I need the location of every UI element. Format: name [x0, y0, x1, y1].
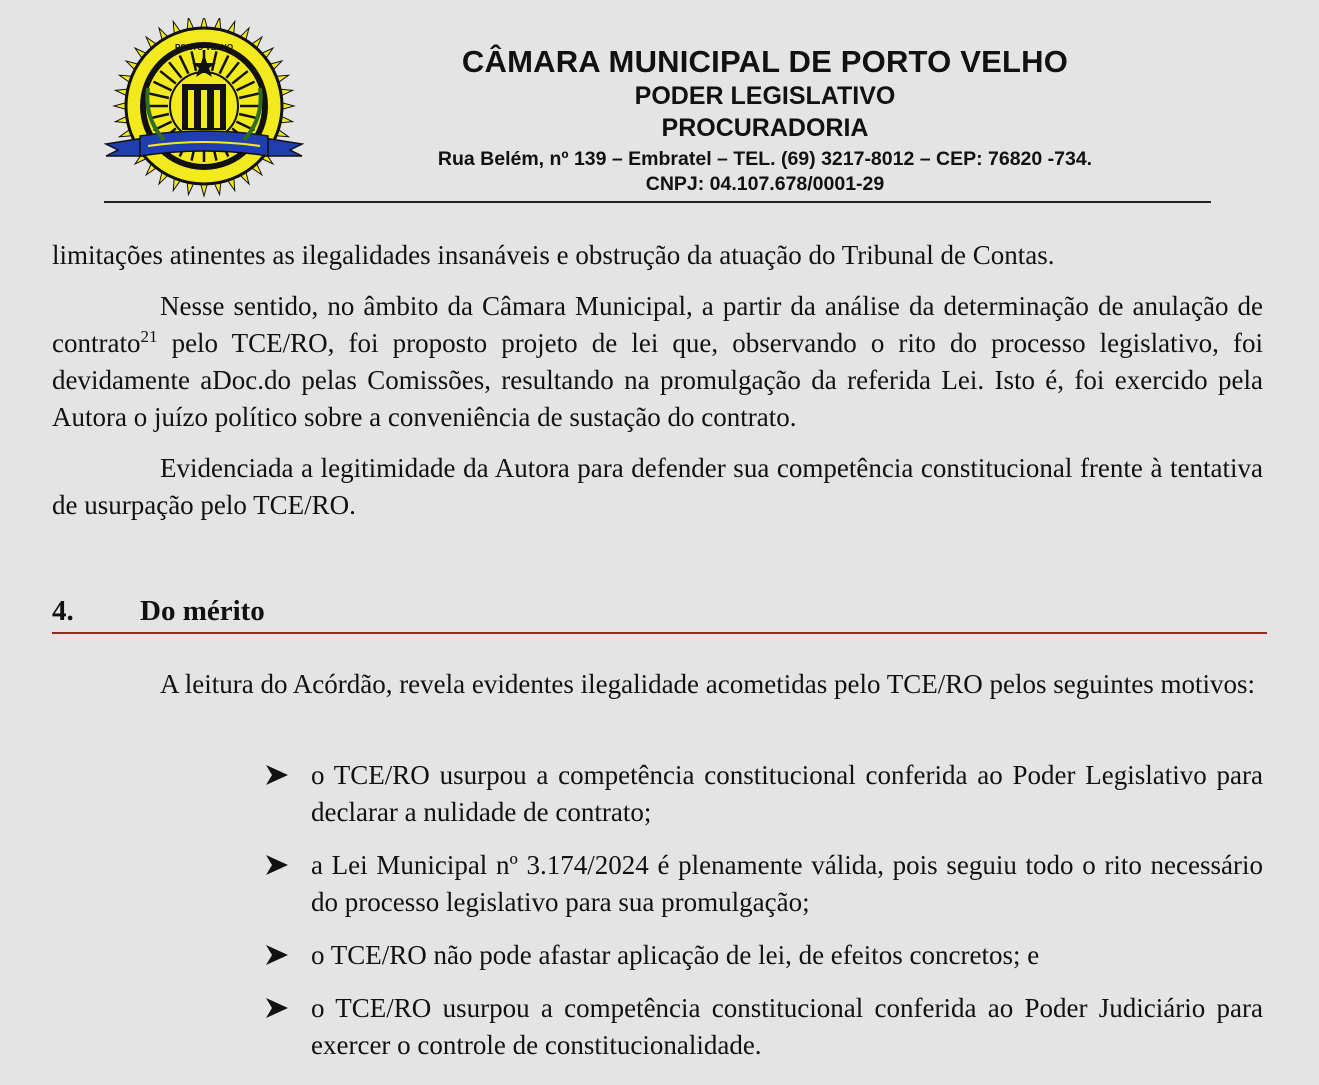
svg-text:PORTO VELHO: PORTO VELHO — [174, 43, 234, 52]
list-item-text: o TCE/RO não pode afastar aplicação de lei, de efeitos concretos; e — [311, 940, 1040, 970]
paragraph-text: Nesse sentido, no âmbito da Câmara Municipal, a partir da análise da determinação de anulação de contrato — [52, 291, 1263, 358]
address-line: Rua Belém, nº 139 – Embratel – TEL. (69) 3217-8012 – CEP: 76820 -734. — [437, 148, 1093, 170]
document-body-top — [52, 237, 1263, 524]
list-item — [258, 847, 1263, 921]
branch-name: PODER LEGISLATIVO — [634, 82, 896, 110]
department-name: PROCURADORIA — [661, 114, 869, 142]
letterhead — [0, 0, 1319, 210]
section-title: Do mérito — [140, 595, 265, 627]
arrowhead-bullet-icon — [264, 853, 290, 877]
paragraph-continuation: limitações atinentes as ilegalidades insanáveis e obstrução da atuação do Tribunal de Contas. — [52, 240, 1055, 270]
section-heading — [52, 592, 1267, 630]
list-item — [258, 990, 1263, 1064]
paragraph-merit-intro: A leitura do Acórdão, revela evidentes ilegalidade acometidas pelo TCE/RO pelos seguintes motivos: — [160, 669, 1255, 699]
paragraph-legitimacy: Evidenciada a legitimidade da Autora para defender sua competência constitucional frente à tentativa de usurpação pelo TCE/RO. — [52, 453, 1263, 520]
paragraph-text: pelo TCE/RO, foi proposto projeto de lei que, observando o rito do processo legislativo, foi devidamente aDoc.do pelas Comissões, resultando na promulgação da referida Lei. Isto é, foi exercido pela Autora o juízo político sobre a conveniência de sustação do contrato. — [52, 328, 1263, 432]
cnpj-line: CNPJ: 04.107.678/0001-29 — [645, 173, 885, 195]
header-divider — [104, 201, 1211, 203]
list-item-text: a Lei Municipal nº 3.174/2024 é plenamente válida, pois seguiu todo o rito necessário do processo legislativo para sua promulgação; — [311, 850, 1263, 917]
arrowhead-bullet-icon — [264, 996, 290, 1020]
paragraph-legislative-process — [52, 288, 1263, 436]
merit-intro-block — [52, 666, 1263, 703]
arrowhead-bullet-icon — [264, 943, 290, 967]
arrowhead-bullet-icon — [264, 763, 290, 787]
section-divider — [52, 632, 1267, 634]
list-item-text: o TCE/RO usurpou a competência constitucional conferida ao Poder Legislativo para declarar a nulidade de contrato; — [311, 760, 1263, 827]
list-item — [258, 937, 1263, 974]
merit-bullet-list — [258, 757, 1263, 1080]
municipal-seal-icon — [104, 18, 304, 198]
list-item — [258, 757, 1263, 831]
institution-name: CÂMARA MUNICIPAL DE PORTO VELHO — [461, 44, 1069, 79]
footnote-reference[interactable]: 21 — [140, 327, 158, 346]
section-number: 4. — [52, 595, 74, 627]
list-item-text: o TCE/RO usurpou a competência constitucional conferida ao Poder Judiciário para exercer o controle de constitucionalidade. — [311, 993, 1263, 1060]
